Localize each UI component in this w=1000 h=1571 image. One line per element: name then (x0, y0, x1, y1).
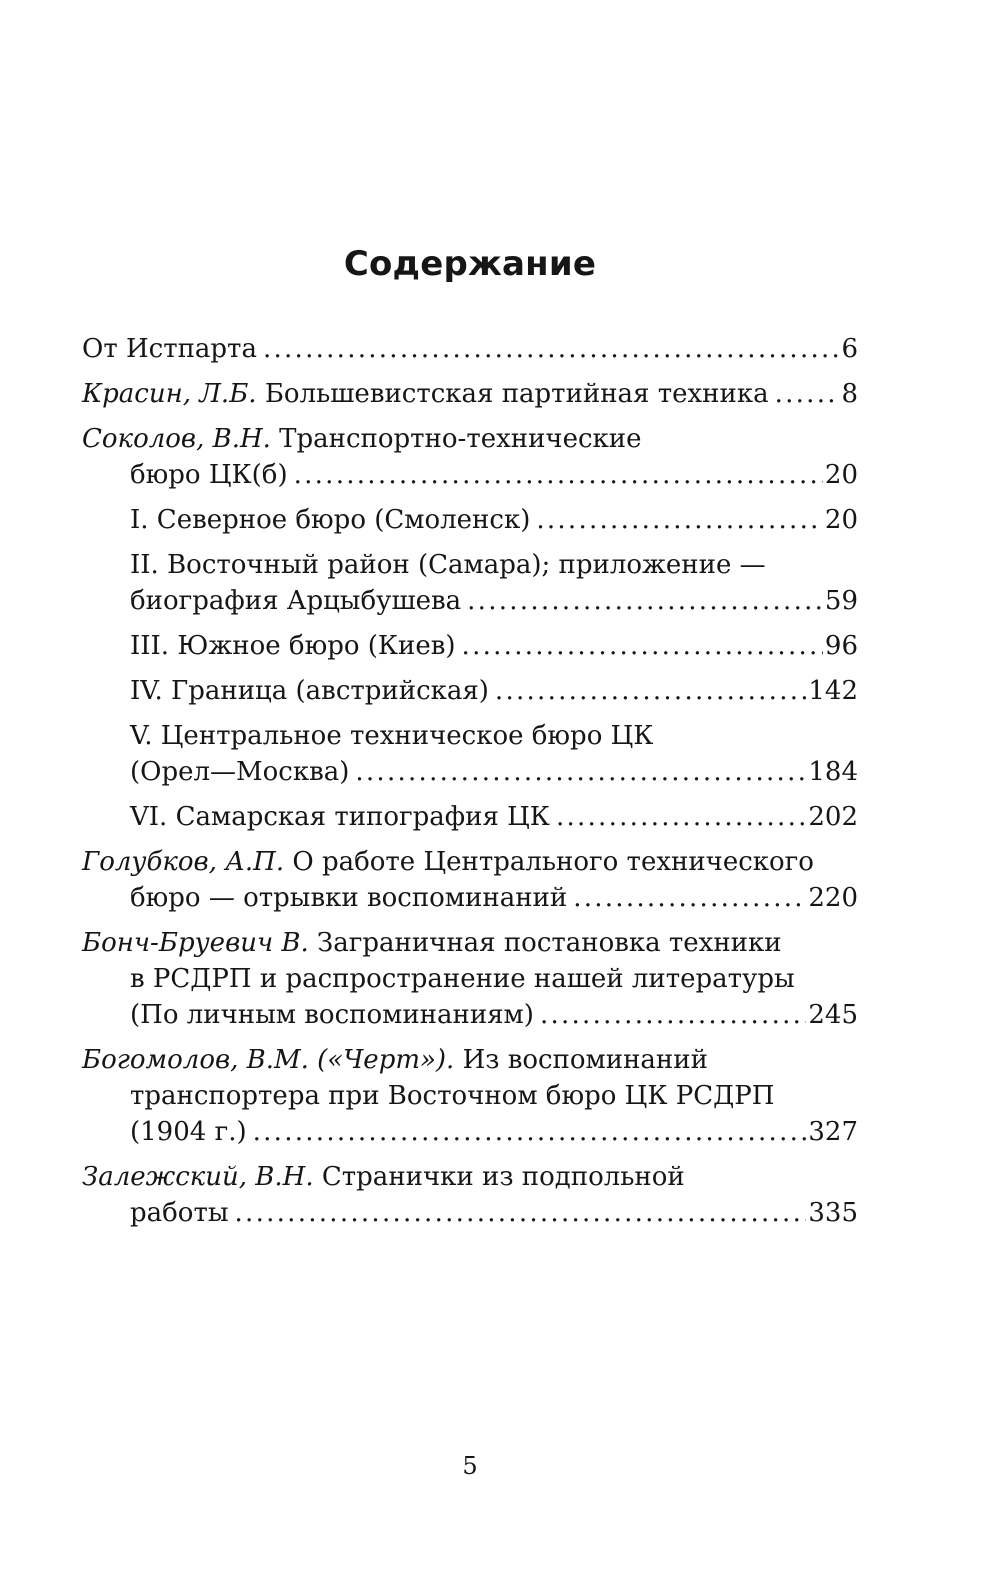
toc-page-number: 6 (841, 334, 858, 364)
toc-entry-istpart[interactable] (82, 331, 858, 367)
toc-entry-title: Большевистская партийная техника (264, 379, 769, 409)
page-title: Содержание (343, 244, 597, 284)
toc-entry-title-cont: в РСДРП и распространение нашей литературы (130, 964, 795, 994)
toc-page-number: 96 (824, 631, 858, 661)
toc-entry-bonch-bruevich[interactable] (82, 925, 858, 1033)
leader-dots (775, 376, 840, 412)
toc-page-number: 327 (808, 1117, 858, 1147)
toc-entry-title-cont: работы (130, 1198, 229, 1228)
toc-page-number: 20 (824, 460, 858, 490)
toc-entry-author: Красин, Л.Б. (82, 379, 257, 409)
toc-entry-author: Богомолов, В.М. («Черт»). (82, 1045, 455, 1075)
leader-dots (556, 799, 806, 835)
toc-subentry-south-bureau[interactable] (82, 628, 858, 664)
toc-entry-zalezhsky[interactable] (82, 1159, 858, 1231)
toc-entry-title-cont: транспортера при Восточном бюро ЦК РСДРП (130, 1081, 775, 1111)
leader-dots (462, 628, 823, 664)
toc-page-number: 220 (808, 883, 858, 913)
toc-entry-sokolov[interactable] (82, 421, 858, 493)
page-number: 5 (462, 1452, 478, 1480)
leader-dots (253, 1114, 807, 1150)
toc-entry-title: IV. Граница (австрийская) (130, 676, 489, 706)
toc-entry-title-cont: (1904 г.) (130, 1117, 247, 1147)
leader-dots (540, 997, 806, 1033)
toc-entry-title: II. Восточный район (Самара); приложение — (130, 550, 766, 580)
toc-page-number: 8 (841, 379, 858, 409)
toc-page-number: 202 (808, 802, 858, 832)
leader-dots (467, 583, 823, 619)
toc-entry-title: Транспортно-технические (279, 424, 642, 454)
toc-entry-title: III. Южное бюро (Киев) (130, 631, 456, 661)
toc-entry-title-cont: бюро ЦК(б) (130, 460, 288, 490)
leader-dots (355, 754, 806, 790)
table-of-contents (82, 331, 858, 1240)
leader-dots (235, 1195, 807, 1231)
leader-dots (263, 331, 840, 367)
toc-entry-title: Из воспоминаний (462, 1045, 708, 1075)
leader-dots (495, 673, 806, 709)
toc-entry-title: Странички из подпольной (321, 1162, 685, 1192)
toc-entry-title: О работе Центрального технического (292, 847, 814, 877)
toc-entry-title-cont: биография Арцыбушева (130, 586, 462, 616)
toc-entry-golubkov[interactable] (82, 844, 858, 916)
toc-entry-bogomolov[interactable] (82, 1042, 858, 1150)
toc-entry-author: Залежский, В.Н. (82, 1162, 314, 1192)
toc-entry-author: Соколов, В.Н. (82, 424, 271, 454)
toc-page-number: 335 (808, 1198, 858, 1228)
leader-dots (536, 502, 823, 538)
toc-entry-krasin[interactable] (82, 376, 858, 412)
toc-entry-title-cont: (Орел—Москва) (130, 757, 350, 787)
toc-entry-title-cont: (По личным воспоминаниям) (130, 1000, 534, 1030)
toc-page-number: 184 (808, 757, 858, 787)
toc-subentry-border[interactable] (82, 673, 858, 709)
toc-page-number: 59 (824, 586, 858, 616)
toc-subentry-north-bureau[interactable] (82, 502, 858, 538)
leader-dots (573, 880, 806, 916)
toc-subentry-east-district[interactable] (82, 547, 858, 619)
toc-page-number: 20 (824, 505, 858, 535)
toc-subentry-central-bureau[interactable] (82, 718, 858, 790)
toc-entry-author: Бонч-Бруевич В. (82, 928, 309, 958)
toc-entry-title-cont: бюро — отрывки воспоминаний (130, 883, 568, 913)
leader-dots (294, 457, 823, 493)
toc-entry-title: I. Северное бюро (Смоленск) (130, 505, 531, 535)
toc-entry-author: Голубков, А.П. (82, 847, 285, 877)
toc-page-number: 142 (808, 676, 858, 706)
toc-entry-title: От Истпарта (82, 334, 257, 364)
toc-page-number: 245 (808, 1000, 858, 1030)
toc-entry-title: VI. Самарская типография ЦК (130, 802, 550, 832)
toc-entry-title: V. Центральное техническое бюро ЦК (130, 721, 654, 751)
toc-entry-title: Заграничная постановка техники (317, 928, 782, 958)
toc-subentry-samara-press[interactable] (82, 799, 858, 835)
